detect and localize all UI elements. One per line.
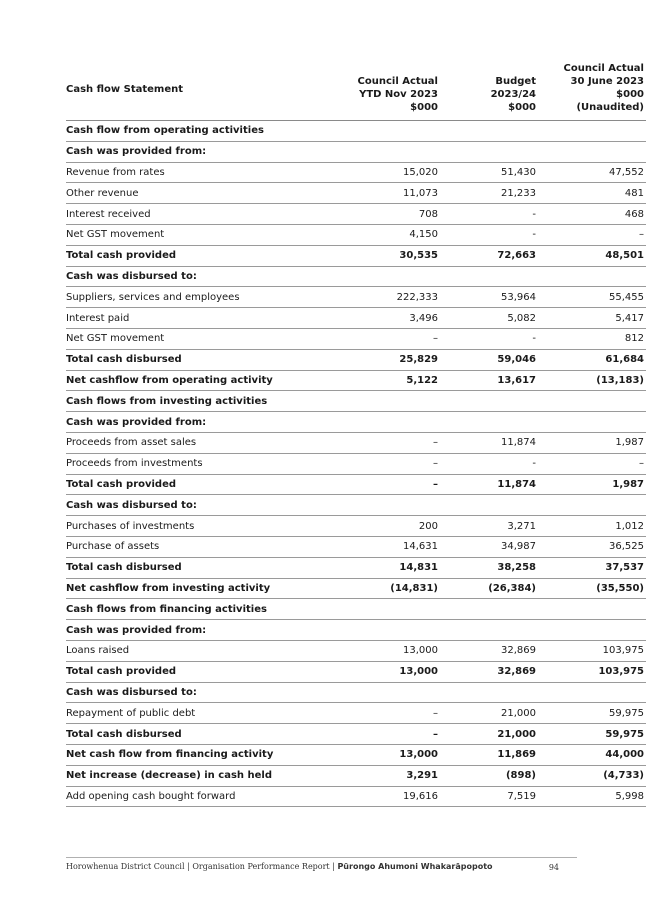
value-budget (440, 141, 538, 162)
value-budget (440, 391, 538, 412)
value-budget: - (440, 204, 538, 225)
table-row (66, 287, 646, 308)
value-council-actual-ytd: – (298, 474, 440, 495)
value-council-actual-june: 1,012 (538, 516, 646, 537)
row-label: Add opening cash bought forward (66, 786, 298, 807)
value-council-actual-june: 61,684 (538, 349, 646, 370)
value-council-actual-ytd (298, 495, 440, 516)
value-council-actual-june: 5,417 (538, 308, 646, 329)
value-budget: (26,384) (440, 578, 538, 599)
row-label: Proceeds from investments (66, 453, 298, 474)
value-council-actual-june: 55,455 (538, 287, 646, 308)
column-header-label: Cash flow Statement (66, 62, 298, 121)
row-label: Net increase (decrease) in cash held (66, 765, 298, 786)
row-label: Interest paid (66, 308, 298, 329)
value-council-actual-ytd: 19,616 (298, 786, 440, 807)
value-council-actual-june (538, 682, 646, 703)
value-council-actual-ytd: 200 (298, 516, 440, 537)
row-label: Cash flows from investing activities (66, 391, 298, 412)
table-row (66, 536, 646, 557)
row-label: Cash was provided from: (66, 412, 298, 433)
row-label: Revenue from rates (66, 162, 298, 183)
row-label: Repayment of public debt (66, 703, 298, 724)
value-budget: - (440, 328, 538, 349)
page-footer (66, 857, 577, 871)
value-budget: 21,000 (440, 724, 538, 745)
value-budget (440, 620, 538, 641)
value-budget (440, 495, 538, 516)
value-council-actual-ytd: 4,150 (298, 224, 440, 245)
footer-report-title: Pūrongo Ahumoni Whakarāpopoto (337, 862, 493, 871)
row-label: Suppliers, services and employees (66, 287, 298, 308)
value-council-actual-june: 37,537 (538, 557, 646, 578)
value-council-actual-june: (35,550) (538, 578, 646, 599)
table-row (66, 640, 646, 661)
value-council-actual-june: 36,525 (538, 536, 646, 557)
table-row (66, 516, 646, 537)
value-council-actual-june: 59,975 (538, 703, 646, 724)
row-label: Cash was disbursed to: (66, 495, 298, 516)
total-row (66, 724, 646, 745)
value-council-actual-ytd: (14,831) (298, 578, 440, 599)
value-council-actual-june (538, 599, 646, 620)
value-budget: 59,046 (440, 349, 538, 370)
table-row (66, 162, 646, 183)
table-row (66, 328, 646, 349)
value-council-actual-ytd: 5,122 (298, 370, 440, 391)
row-label: Total cash provided (66, 661, 298, 682)
row-label: Purchase of assets (66, 536, 298, 557)
section-header-row (66, 599, 646, 620)
value-budget: 32,869 (440, 640, 538, 661)
table-row (66, 183, 646, 204)
value-council-actual-june: 481 (538, 183, 646, 204)
section-header-row (66, 682, 646, 703)
value-council-actual-ytd: 14,631 (298, 536, 440, 557)
row-label: Total cash disbursed (66, 724, 298, 745)
value-budget: - (440, 224, 538, 245)
value-council-actual-ytd: 11,073 (298, 183, 440, 204)
value-budget (440, 121, 538, 142)
value-council-actual-june: 1,987 (538, 432, 646, 453)
value-council-actual-ytd: 3,496 (298, 308, 440, 329)
footer-report-text: Horowhenua District Council | Organisation Performance Report | (66, 862, 338, 871)
value-council-actual-ytd: 13,000 (298, 744, 440, 765)
value-council-actual-ytd: 25,829 (298, 349, 440, 370)
section-header-row (66, 141, 646, 162)
value-council-actual-june: – (538, 453, 646, 474)
value-council-actual-june: (4,733) (538, 765, 646, 786)
row-label: Total cash disbursed (66, 349, 298, 370)
value-council-actual-june: 103,975 (538, 661, 646, 682)
value-council-actual-ytd: 708 (298, 204, 440, 225)
value-council-actual-june (538, 141, 646, 162)
total-row (66, 765, 646, 786)
value-council-actual-ytd: 13,000 (298, 661, 440, 682)
value-budget: 3,271 (440, 516, 538, 537)
value-council-actual-june: (13,183) (538, 370, 646, 391)
cash-flow-table (66, 62, 646, 807)
value-council-actual-june: 812 (538, 328, 646, 349)
value-budget: 21,000 (440, 703, 538, 724)
total-row (66, 744, 646, 765)
row-label: Proceeds from asset sales (66, 432, 298, 453)
value-council-actual-ytd (298, 121, 440, 142)
table-header-row (66, 62, 646, 121)
value-budget: 11,869 (440, 744, 538, 765)
value-council-actual-ytd: 30,535 (298, 245, 440, 266)
value-council-actual-ytd: – (298, 328, 440, 349)
value-budget (440, 599, 538, 620)
row-label: Cash was provided from: (66, 141, 298, 162)
value-council-actual-june: – (538, 224, 646, 245)
value-council-actual-june: 1,987 (538, 474, 646, 495)
value-budget: - (440, 453, 538, 474)
value-budget: 51,430 (440, 162, 538, 183)
value-budget: 5,082 (440, 308, 538, 329)
column-header-budget: Budget 2023/24 $000 (440, 62, 538, 121)
value-council-actual-june: 468 (538, 204, 646, 225)
section-header-row (66, 391, 646, 412)
section-header-row (66, 495, 646, 516)
row-label: Loans raised (66, 640, 298, 661)
value-council-actual-june (538, 495, 646, 516)
total-row (66, 349, 646, 370)
section-header-row (66, 266, 646, 287)
value-council-actual-ytd: 3,291 (298, 765, 440, 786)
value-budget: 21,233 (440, 183, 538, 204)
row-label: Other revenue (66, 183, 298, 204)
value-council-actual-ytd (298, 412, 440, 433)
value-budget: 53,964 (440, 287, 538, 308)
total-row (66, 245, 646, 266)
total-row (66, 370, 646, 391)
total-row (66, 474, 646, 495)
value-council-actual-ytd: – (298, 453, 440, 474)
value-council-actual-ytd (298, 266, 440, 287)
value-council-actual-june (538, 391, 646, 412)
value-budget (440, 682, 538, 703)
row-label: Net cashflow from investing activity (66, 578, 298, 599)
value-council-actual-june (538, 412, 646, 433)
row-label: Cash was disbursed to: (66, 682, 298, 703)
value-council-actual-ytd: 14,831 (298, 557, 440, 578)
row-label: Cash was provided from: (66, 620, 298, 641)
value-council-actual-ytd (298, 391, 440, 412)
row-label: Cash flow from operating activities (66, 121, 298, 142)
table-row (66, 453, 646, 474)
section-header-row (66, 620, 646, 641)
value-council-actual-ytd: – (298, 703, 440, 724)
row-label: Interest received (66, 204, 298, 225)
value-council-actual-ytd: 15,020 (298, 162, 440, 183)
table-row (66, 224, 646, 245)
value-council-actual-june (538, 620, 646, 641)
value-budget: (898) (440, 765, 538, 786)
value-council-actual-june: 44,000 (538, 744, 646, 765)
value-budget (440, 266, 538, 287)
value-council-actual-june: 5,998 (538, 786, 646, 807)
value-council-actual-june (538, 121, 646, 142)
total-row (66, 661, 646, 682)
row-label: Purchases of investments (66, 516, 298, 537)
cash-flow-statement (66, 62, 644, 807)
value-council-actual-ytd: 13,000 (298, 640, 440, 661)
value-council-actual-ytd: – (298, 724, 440, 745)
row-label: Total cash provided (66, 245, 298, 266)
value-council-actual-ytd: 222,333 (298, 287, 440, 308)
value-council-actual-june (538, 266, 646, 287)
row-label: Net GST movement (66, 328, 298, 349)
value-budget: 38,258 (440, 557, 538, 578)
row-label: Net GST movement (66, 224, 298, 245)
row-label: Net cash flow from financing activity (66, 744, 298, 765)
value-council-actual-ytd: – (298, 432, 440, 453)
value-council-actual-ytd (298, 141, 440, 162)
row-label: Net cashflow from operating activity (66, 370, 298, 391)
section-header-row (66, 121, 646, 142)
value-council-actual-ytd (298, 620, 440, 641)
value-budget: 11,874 (440, 474, 538, 495)
section-header-row (66, 412, 646, 433)
table-row (66, 703, 646, 724)
row-label: Cash was disbursed to: (66, 266, 298, 287)
row-label: Total cash disbursed (66, 557, 298, 578)
value-budget: 7,519 (440, 786, 538, 807)
table-row (66, 432, 646, 453)
table-row (66, 204, 646, 225)
table-body (66, 121, 646, 807)
value-council-actual-ytd (298, 599, 440, 620)
value-council-actual-june: 103,975 (538, 640, 646, 661)
page-number: 94 (548, 863, 559, 872)
total-row (66, 557, 646, 578)
column-header-council-actual-june: Council Actual 30 June 2023 $000 (Unaudited) (538, 62, 646, 121)
value-budget (440, 412, 538, 433)
value-budget: 32,869 (440, 661, 538, 682)
column-header-council-actual-ytd: Council Actual YTD Nov 2023 $000 (298, 62, 440, 121)
value-council-actual-ytd (298, 682, 440, 703)
row-label: Cash flows from financing activities (66, 599, 298, 620)
table-row (66, 308, 646, 329)
value-budget: 34,987 (440, 536, 538, 557)
total-row (66, 578, 646, 599)
value-budget: 13,617 (440, 370, 538, 391)
value-budget: 72,663 (440, 245, 538, 266)
row-label: Total cash provided (66, 474, 298, 495)
value-council-actual-june: 59,975 (538, 724, 646, 745)
value-council-actual-june: 48,501 (538, 245, 646, 266)
table-row (66, 786, 646, 807)
value-council-actual-june: 47,552 (538, 162, 646, 183)
value-budget: 11,874 (440, 432, 538, 453)
